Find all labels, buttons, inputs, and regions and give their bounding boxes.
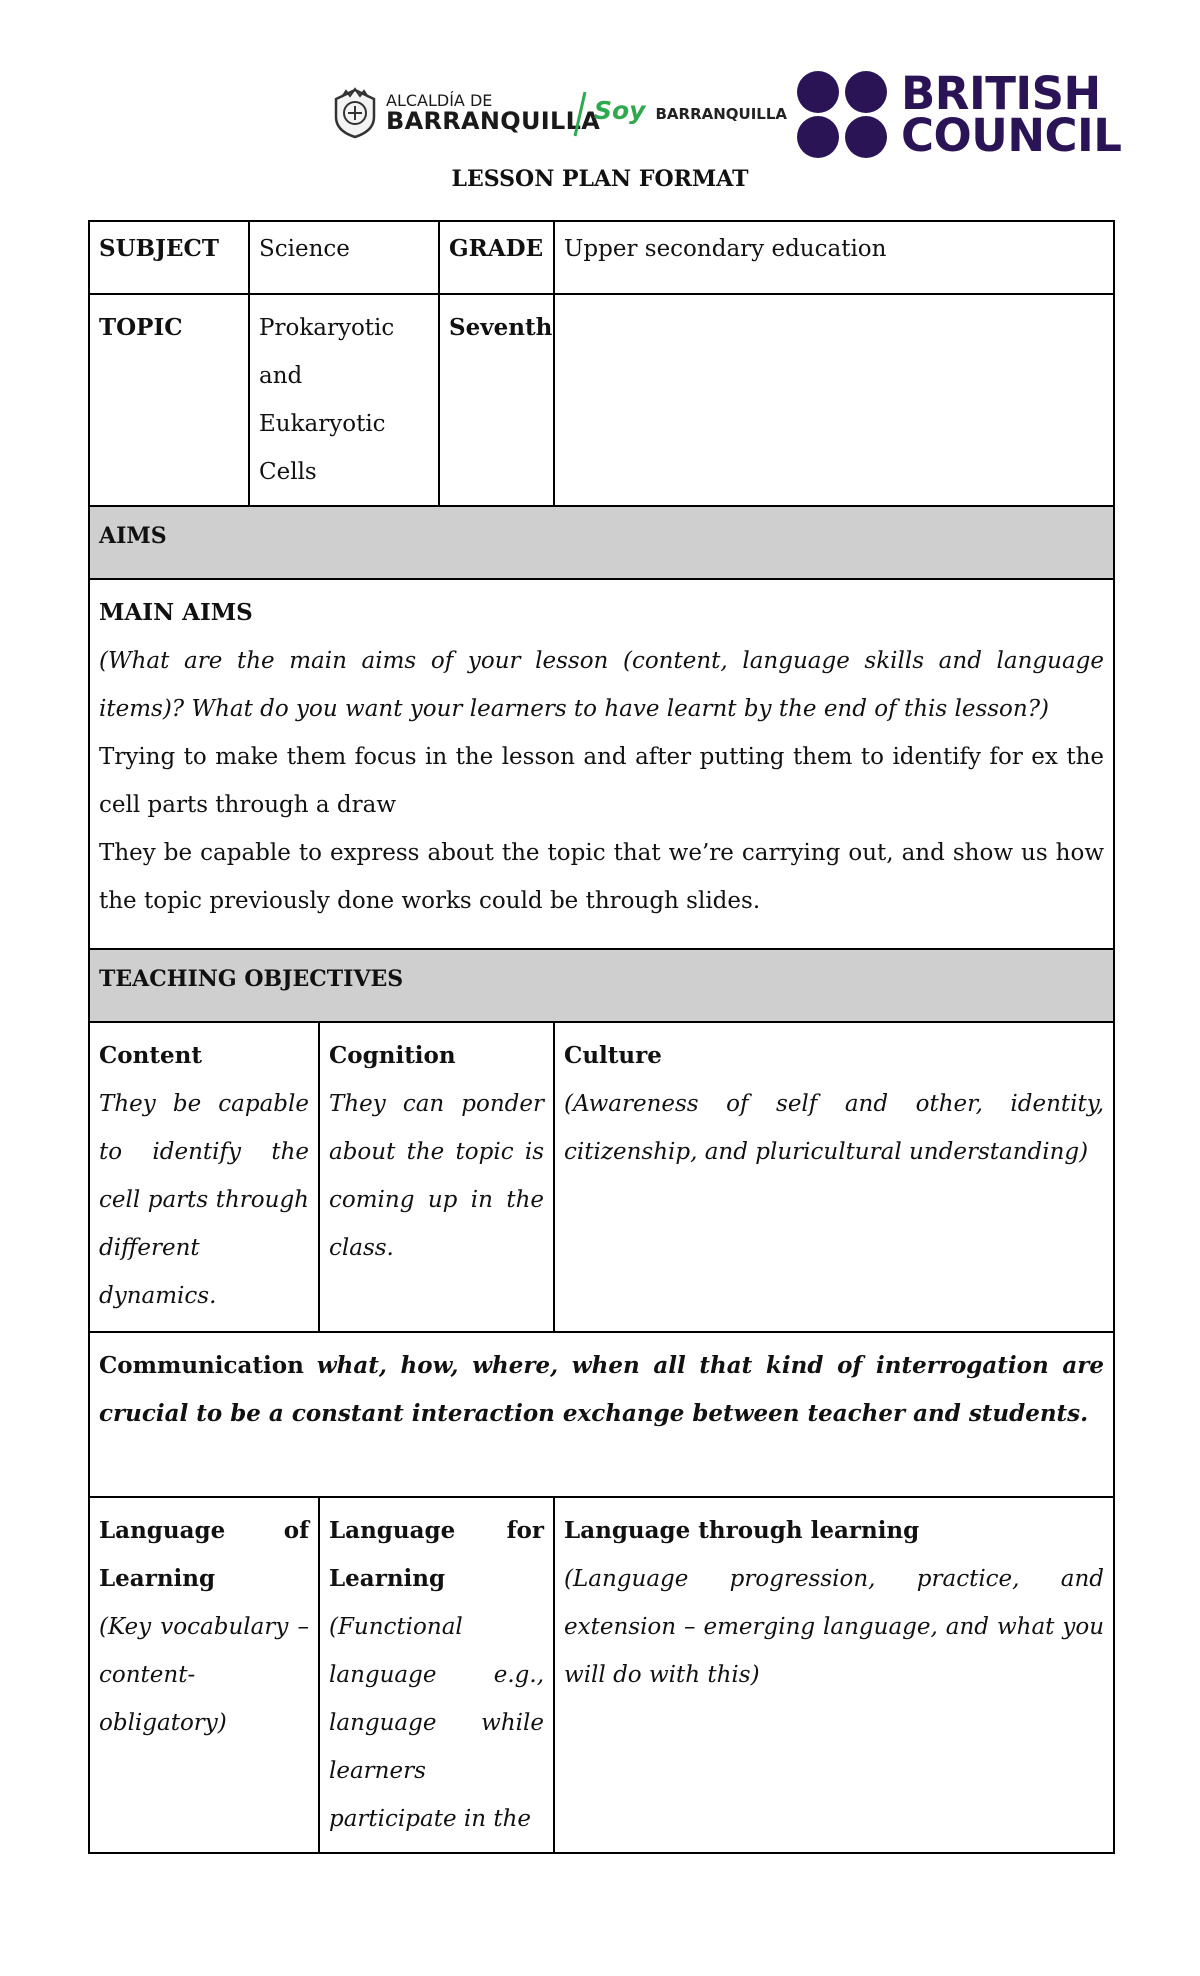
topic-row	[89, 294, 1114, 506]
cognition-text: They can ponder about the topic is coming up in the class.	[329, 1091, 545, 1261]
content-text: They be capable to identify the cell parts through different dynamics.	[99, 1091, 309, 1309]
city-seal-icon	[330, 87, 380, 139]
lang-for-text: (Functional language e.g., language while learners participate in the	[329, 1614, 545, 1832]
lang-through-label: Language through learning	[564, 1517, 920, 1544]
page-title: LESSON PLAN FORMAT	[451, 166, 749, 192]
divider-slash-icon	[572, 90, 588, 138]
header-logos	[330, 62, 1120, 172]
soy-barranquilla-logo	[594, 96, 787, 125]
grade-label: GRADE	[439, 221, 554, 294]
soy-word: Soy	[594, 96, 646, 125]
lang-of-label: Language of Learning	[99, 1517, 309, 1592]
content-label: Content	[99, 1042, 202, 1069]
british-council-logo	[795, 67, 1122, 162]
objectives-row	[89, 1022, 1114, 1332]
communication-row	[89, 1332, 1114, 1497]
bc-line-2: COUNCIL	[901, 109, 1122, 162]
topic-label: TOPIC	[89, 294, 249, 506]
subject-label: SUBJECT	[89, 221, 249, 294]
aims-header: AIMS	[89, 506, 1114, 579]
alcaldia-small-text: ALCALDÍA DE	[386, 91, 493, 110]
lang-through-text: (Language progression, practice, and extension – emerging language, and what you will do with this)	[564, 1566, 1105, 1688]
lang-through-cell	[554, 1497, 1114, 1853]
culture-cell	[554, 1022, 1114, 1332]
main-aims-cell	[89, 579, 1114, 949]
lang-for-label: Language for Learning	[329, 1517, 545, 1592]
language-row	[89, 1497, 1114, 1853]
topic-grade-value: Seventh	[439, 294, 554, 506]
grade-value: Upper secondary education	[554, 221, 1114, 294]
objectives-header: TEACHING OBJECTIVES	[89, 949, 1114, 1022]
objectives-header-row	[89, 949, 1114, 1022]
lang-for-cell	[319, 1497, 554, 1853]
lang-of-text: (Key vocabulary – content-obligatory)	[99, 1614, 309, 1736]
alcaldia-logo	[330, 86, 600, 140]
communication-text: what, how, where, when all that kind of interrogation are crucial to be a constant interaction exchange between teacher and students.	[99, 1352, 1105, 1427]
communication-label: Communication	[99, 1352, 304, 1379]
topic-value: Prokaryotic and Eukaryotic Cells	[249, 294, 439, 506]
topic-empty-cell	[554, 294, 1114, 506]
main-aims-text-2: They be capable to express about the topic that we’re carrying out, and show us how the topic previously done works could be through slides.	[99, 840, 1105, 914]
main-aims-prompt: (What are the main aims of your lesson (content, language skills and language items)? What do you want your learners to have learnt by the end of this lesson?)	[99, 648, 1105, 722]
communication-cell	[89, 1332, 1114, 1497]
subject-row	[89, 221, 1114, 294]
main-aims-label: MAIN AIMS	[99, 599, 253, 626]
main-aims-text-1: Trying to make them focus in the lesson and after putting them to identify for ex the cell parts through a draw	[99, 744, 1105, 818]
alcaldia-big-text: BARRANQUILLA	[386, 107, 601, 135]
subject-value: Science	[249, 221, 439, 294]
main-aims-row	[89, 579, 1114, 949]
cognition-label: Cognition	[329, 1042, 456, 1069]
lang-of-cell	[89, 1497, 319, 1853]
soy-city-word: BARRANQUILLA	[655, 105, 788, 123]
content-cell	[89, 1022, 319, 1332]
british-council-dots-icon	[795, 70, 891, 160]
cognition-cell	[319, 1022, 554, 1332]
bc-line-1: BRITISH	[901, 67, 1101, 120]
culture-label: Culture	[564, 1042, 662, 1069]
aims-header-row	[89, 506, 1114, 579]
culture-text: (Awareness of self and other, identity, citizenship, and pluricultural understanding)	[564, 1091, 1105, 1165]
lesson-plan-table	[88, 220, 1115, 1854]
